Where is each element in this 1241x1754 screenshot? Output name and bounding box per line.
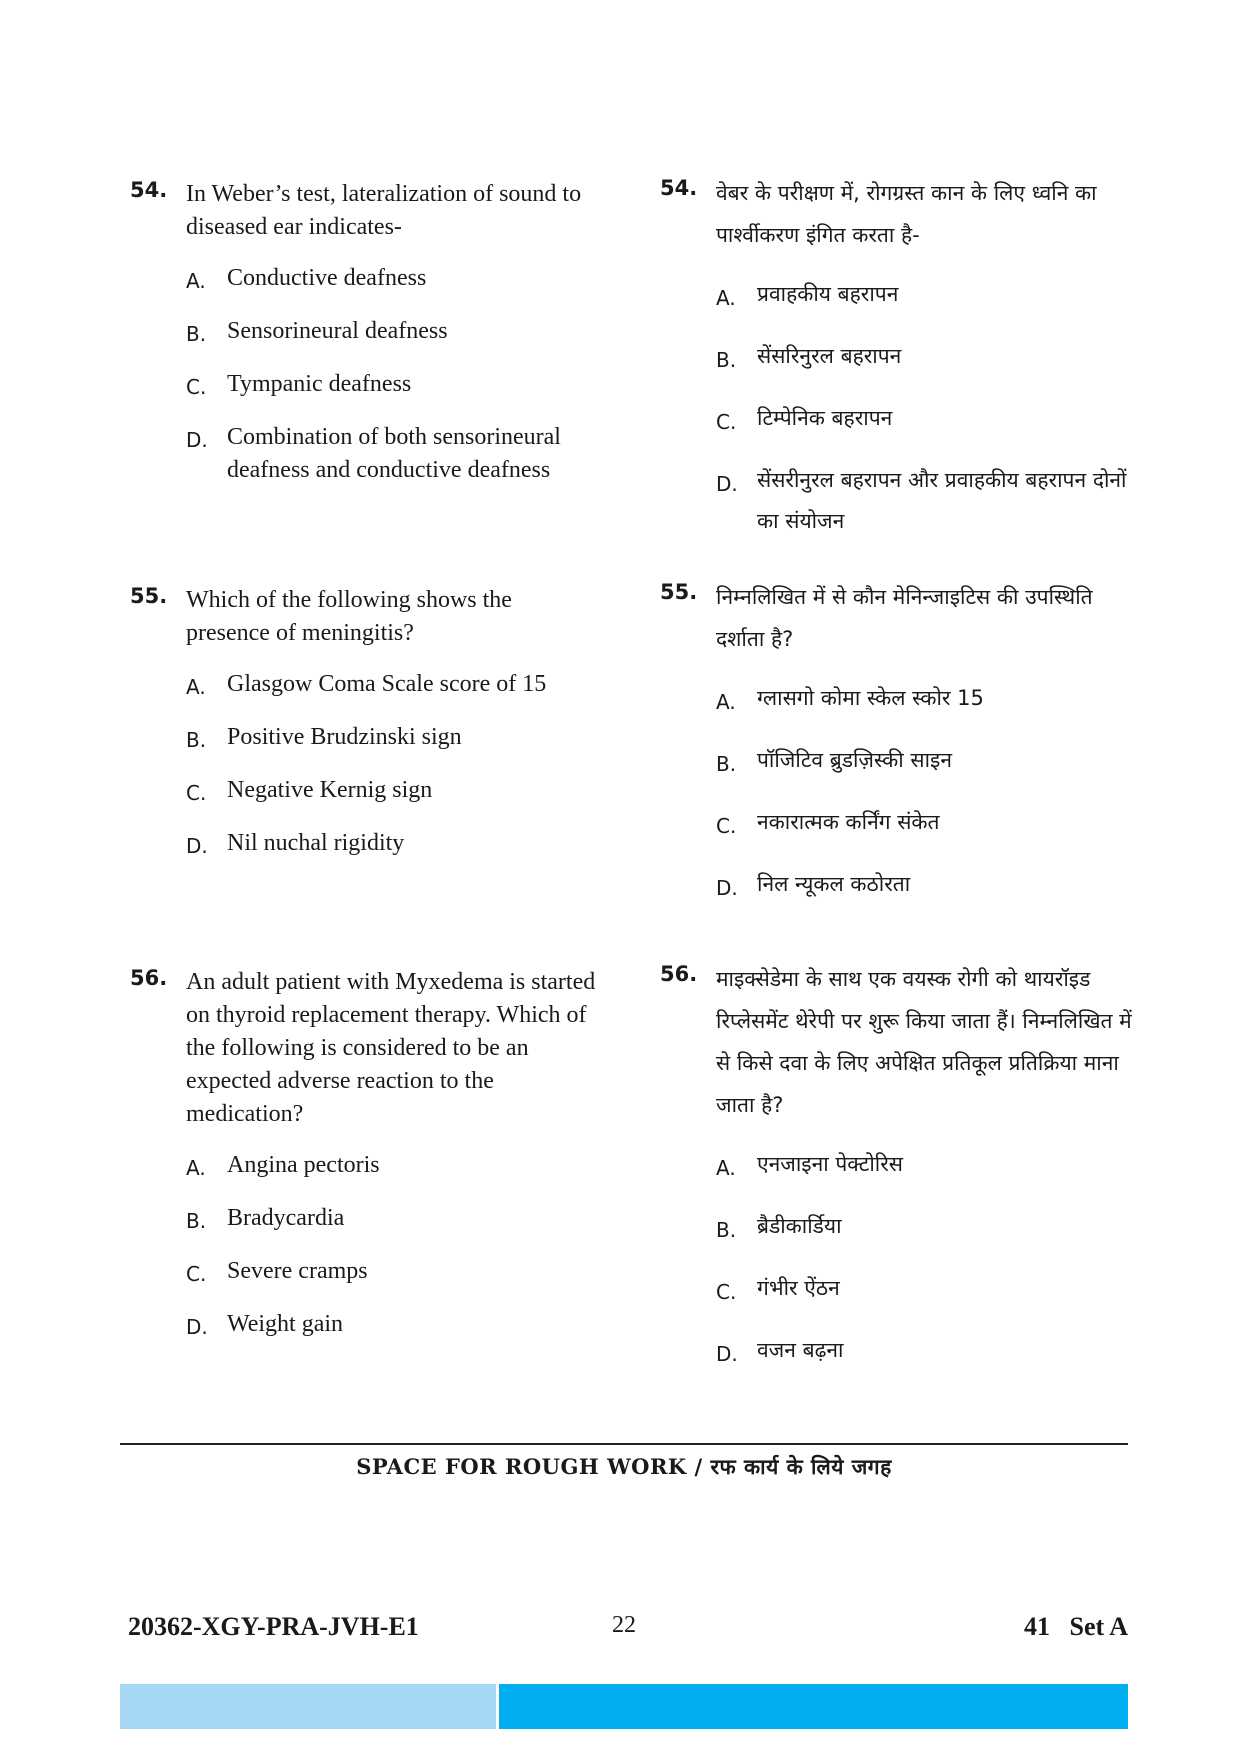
option-text: प्रवाहकीय बहरापन <box>757 282 899 306</box>
option-b <box>716 740 1140 781</box>
option-c <box>716 802 1140 843</box>
paper-code: 20362-XGY-PRA-JVH-E1 <box>128 1612 419 1641</box>
question-number: 56. <box>130 966 168 990</box>
option-a <box>716 1144 1140 1185</box>
options-list <box>186 262 600 487</box>
option-a <box>186 668 600 701</box>
option-label: D. <box>186 428 208 452</box>
option-text: Negative Kernig sign <box>227 777 433 803</box>
option-text: Tympanic deafness <box>227 371 412 397</box>
option-text: Positive Brudzinski sign <box>227 724 462 750</box>
option-text: Conductive deafness <box>227 265 427 291</box>
question-text: Which of the following shows the presence of meningitis? <box>186 587 512 646</box>
option-label: B. <box>716 348 737 372</box>
page-footer <box>120 1612 1128 1646</box>
option-d <box>716 460 1140 542</box>
page-number: 22 <box>612 1612 636 1638</box>
option-label: D. <box>716 1342 738 1366</box>
option-label: B. <box>186 1209 207 1233</box>
option-c <box>186 774 600 807</box>
options-list <box>716 274 1140 542</box>
option-text: एनजाइना पेक्टोरिस <box>757 1152 903 1176</box>
option-text: गंभीर ऐंठन <box>757 1276 840 1300</box>
option-label: B. <box>716 752 737 776</box>
question-number: 55. <box>660 580 698 604</box>
option-d <box>186 827 600 860</box>
option-text: ग्लासगो कोमा स्केल स्कोर 15 <box>757 686 984 710</box>
option-text: सेंसरीनुरल बहरापन और प्रवाहकीय बहरापन दोनों का संयोजन <box>757 468 1127 533</box>
options-list <box>186 1149 600 1341</box>
option-a <box>186 262 600 295</box>
question-text: वेबर के परीक्षण में, रोगग्रस्त कान के लिए ध्वनि का पार्श्वीकरण इंगित करता है- <box>716 181 1097 247</box>
option-c <box>716 398 1140 439</box>
question-56-hi <box>660 958 1140 1371</box>
question-55-hi <box>660 576 1140 905</box>
option-label: C. <box>716 410 737 434</box>
option-label: A. <box>716 1156 736 1180</box>
question-text: निम्नलिखित में से कौन मेनिन्जाइटिस की उपस्थिति दर्शाता है? <box>716 585 1093 651</box>
question-text: In Weber’s test, lateralization of sound to diseased ear indicates- <box>186 181 582 240</box>
option-text: सेंसरिनुरल बहरापन <box>757 344 902 368</box>
option-label: C. <box>186 375 207 399</box>
option-label: D. <box>716 472 738 496</box>
option-text: निल न्यूकल कठोरता <box>757 872 911 896</box>
option-label: A. <box>186 675 206 699</box>
option-c <box>716 1268 1140 1309</box>
question-number: 54. <box>660 176 698 200</box>
question-text: माइक्सेडेमा के साथ एक वयस्क रोगी को थायरॉइड रिप्लेसमेंट थेरेपी पर शुरू किया जाता हैं। निम्नलिखित में से किसे दवा के लिए अपेक्षित प्रतिकूल प्रतिक्रिया माना जाता है? <box>716 967 1132 1117</box>
option-label: D. <box>186 834 208 858</box>
option-label: D. <box>186 1315 208 1339</box>
option-text: Sensorineural deafness <box>227 318 448 344</box>
set-info: 41 Set A <box>1024 1612 1128 1641</box>
question-55-en <box>130 584 600 860</box>
option-b <box>186 721 600 754</box>
option-label: C. <box>716 1280 737 1304</box>
option-text: Bradycardia <box>227 1205 345 1231</box>
rough-work-heading: SPACE FOR ROUGH WORK / रफ कार्य के लिये जगह <box>356 1454 892 1479</box>
question-54-hi <box>660 172 1140 542</box>
option-label: B. <box>716 1218 737 1242</box>
footer-bar-dark <box>499 1684 1128 1729</box>
option-d <box>186 1308 600 1341</box>
option-b <box>716 336 1140 377</box>
question-number: 55. <box>130 584 168 608</box>
option-c <box>186 1255 600 1288</box>
question-56-en <box>130 966 600 1341</box>
option-b <box>186 315 600 348</box>
option-text: टिम्पेनिक बहरापन <box>757 406 893 430</box>
options-list <box>186 668 600 860</box>
option-label: D. <box>716 876 738 900</box>
options-list <box>716 1144 1140 1371</box>
option-a <box>716 678 1140 719</box>
option-label: A. <box>716 286 736 310</box>
option-text: Combination of both sensorineural deafness and conductive deafness <box>227 424 561 483</box>
option-b <box>716 1206 1140 1247</box>
question-number: 54. <box>130 178 168 202</box>
option-d <box>186 421 600 487</box>
option-text: Nil nuchal rigidity <box>227 830 405 856</box>
option-a <box>186 1149 600 1182</box>
option-text: ब्रैडीकार्डिया <box>757 1214 842 1238</box>
option-d <box>716 864 1140 905</box>
option-text: वजन बढ़ना <box>757 1338 844 1362</box>
option-a <box>716 274 1140 315</box>
option-label: B. <box>186 322 207 346</box>
option-text: Weight gain <box>227 1311 344 1337</box>
option-text: Angina pectoris <box>227 1152 380 1178</box>
divider-rule <box>120 1443 1128 1445</box>
question-number: 56. <box>660 962 698 986</box>
option-text: Glasgow Coma Scale score of 15 <box>227 671 547 697</box>
question-54-en <box>130 178 600 487</box>
option-label: C. <box>186 781 207 805</box>
option-b <box>186 1202 600 1235</box>
option-label: A. <box>186 1156 206 1180</box>
footer-bar-light <box>120 1684 496 1729</box>
option-c <box>186 368 600 401</box>
option-text: Severe cramps <box>227 1258 368 1284</box>
question-text: An adult patient with Myxedema is started on thyroid replacement therapy. Which of the following is considered to be an expected adverse reaction to the medication? <box>186 969 596 1127</box>
option-d <box>716 1330 1140 1371</box>
options-list <box>716 678 1140 905</box>
option-label: A. <box>186 269 206 293</box>
option-label: A. <box>716 690 736 714</box>
option-label: C. <box>716 814 737 838</box>
option-text: पॉजिटिव ब्रुडज़िस्की साइन <box>757 748 953 772</box>
option-label: C. <box>186 1262 207 1286</box>
option-text: नकारात्मक कर्निंग संकेत <box>757 810 940 834</box>
option-label: B. <box>186 728 207 752</box>
